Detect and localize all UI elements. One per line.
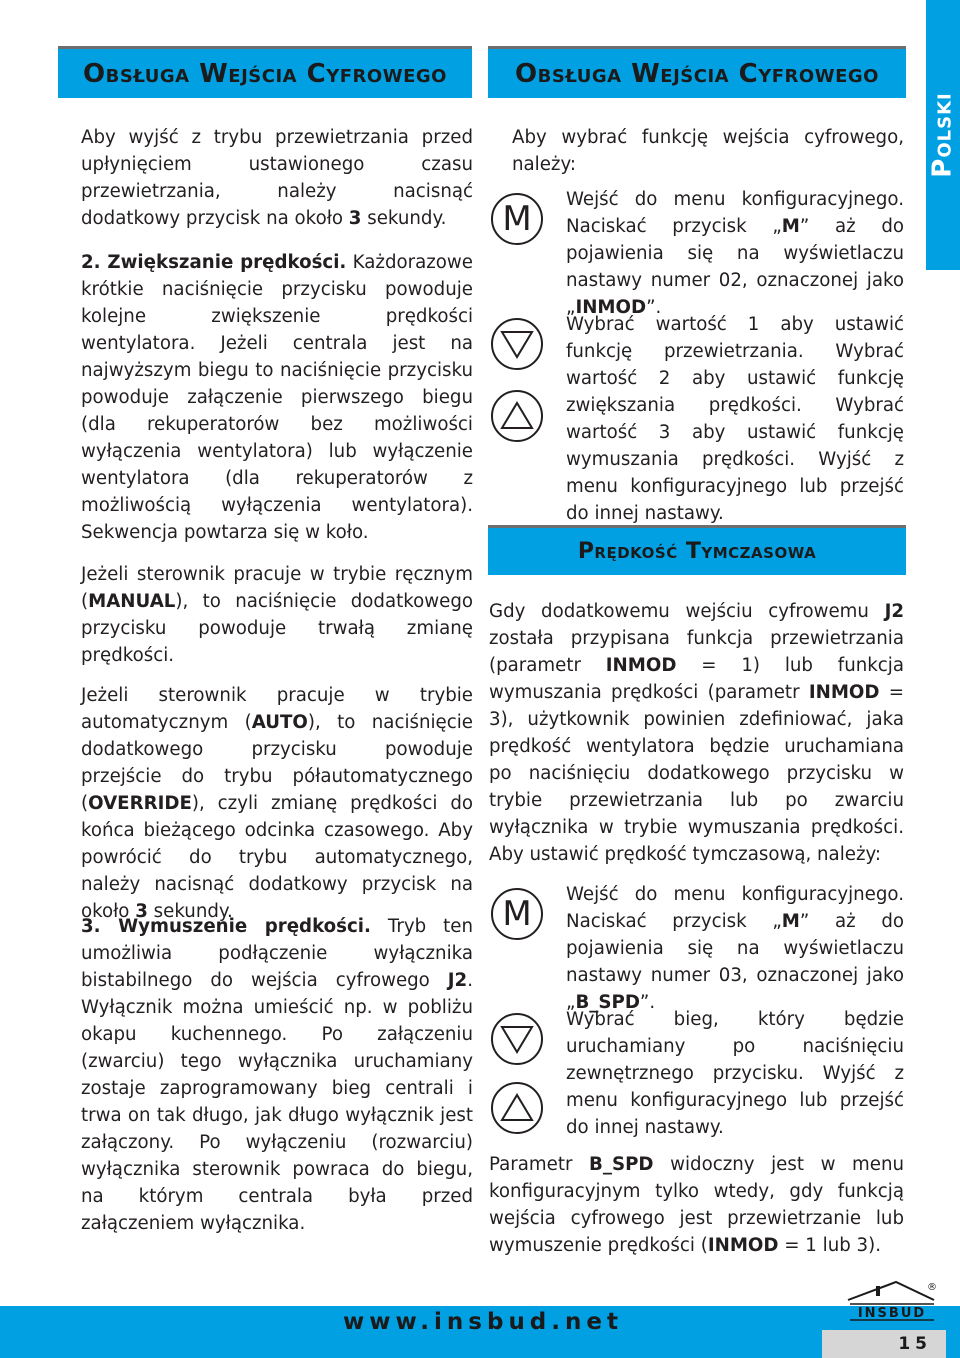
right-section-header: Obsługa Wejścia Cyfrowego — [488, 46, 906, 98]
svg-text:INSBUD: INSBUD — [857, 1306, 927, 1321]
language-tab — [926, 0, 960, 270]
down-arrow-button-icon — [491, 318, 543, 370]
right-paragraph-bspd-note: Parametr B_SPD widoczny jest w menu konfiguracyjnym tylko wtedy, gdy funkcją wejścia cyfrowego jest przewietrzanie lub wymuszenie prędkości (INMOD = 1 lub 3). — [489, 1154, 905, 1256]
footer-url: www.insbud.net — [343, 1309, 623, 1335]
left-paragraph-4: Jeżeli sterownik pracuje w trybie automatycznym (AUTO), to naciśnięcie dodatkowego przycisku powoduje przejście do trybu półautomatycznego (OVERRIDE), czyli zmianę prędkości do końca bieżącego odcinka czasowego. Aby powrócić do trybu automatycznego, należy nacisnąć dodatkowy przycisk na około 3 sekundy. — [81, 685, 473, 922]
step-enter-menu-inmod: Wejść do menu konfiguracyjnego. Naciskać przycisk „M” aż do pojawienia się na wyświetlaczu nastawy numer 02, oznaczonej jako „INMOD”. — [566, 189, 904, 318]
m-button-icon: M — [491, 193, 543, 245]
page-number: 15 — [822, 1330, 946, 1358]
left-paragraph-1: Aby wyjść z trybu przewietrzania przed upłynięciem ustawionego czasu przewietrzania, należy nacisnąć dodatkowy przycisk na około 3 sekundy. — [81, 127, 473, 229]
right-paragraph-temp-speed: Gdy dodatkowemu wejściu cyfrowemu J2 została przypisana funkcja przewietrzania (parametr INMOD = 1) lub funkcja wymuszania prędkości (parametr INMOD = 3), użytkownik powinien zdefiniować, jaka prędkość wentylatora będzie uruchamiana po naciśnięciu dodatkowego przycisku w trybie przewietrzania lub po zwarciu wyłącznika w trybie wymuszania prędkości. Aby ustawić prędkość tymczasową, należy: — [489, 601, 904, 865]
left-paragraph-2: 2. Zwiększanie prędkości. Każdorazowe krótkie naciśnięcie przycisku powoduje kolejne zwiększenie prędkości wentylatora. Jeżeli centrala jest na najwyższym biegu to naciśnięcie przycisku powoduje załączenie pierwszego biegu (dla rekuperatorów bez możliwości wyłączenia wentylatora) lub wyłączenie wentylatora (dla rekuperatorów z możliwością wyłączenia wentylatora). Sekwencja powtarza się w koło. — [81, 252, 473, 543]
step-select-function: Wybrać wartość 1 aby ustawić funkcję przewietrzania. Wybrać wartość 2 aby ustawić funkcję zwiększania prędkości. Wybrać wartość 3 aby ustawić funkcję wymuszania prędkości. Wyjść z menu konfiguracyjnego lub przejść do innej nastawy. — [566, 314, 904, 524]
left-section-header: Obsługa Wejścia Cyfrowego — [58, 46, 472, 98]
up-arrow-button-icon — [491, 390, 543, 442]
up-arrow-button-icon-2 — [491, 1082, 543, 1134]
insbud-logo — [846, 1278, 938, 1322]
step-select-gear: Wybrać bieg, który będzie uruchamiany po naciśnięciu zewnętrznego przycisku. Wyjść z menu konfiguracyjnego lub przejść do innej nastawy. — [566, 1009, 904, 1138]
language-label: Polski — [928, 92, 958, 178]
temporary-speed-header: Prędkość Tymczasowa — [488, 525, 906, 575]
left-paragraph-5: 3. Wymuszenie prędkości. Tryb ten umożliwia podłączenie wyłącznika bistabilnego do wejścia cyfrowego J2. Wyłącznik można umieścić np. w pobliżu okapu kuchennego. Po załączeniu (zwarciu) tego wyłącznika uruchamiany zostaje zaprogramowany bieg centrali i trwa on tak długo, jak długo wyłącznik jest załączony. Po wyłączeniu (rozwarciu) wyłącznika sterownik powraca do biegu, na którym centrala była przed załączeniem wyłącznika. — [81, 916, 473, 1234]
right-intro: Aby wybrać funkcję wejścia cyfrowego, należy: — [512, 127, 904, 175]
down-arrow-button-icon-2 — [491, 1013, 543, 1065]
m-button-icon-2: M — [491, 888, 543, 940]
svg-text:®: ® — [927, 1282, 937, 1293]
left-paragraph-3: Jeżeli sterownik pracuje w trybie ręcznym (MANUAL), to naciśnięcie dodatkowego przycisku powoduje trwałą zmianę prędkości. — [81, 564, 473, 666]
step-enter-menu-bspd: Wejść do menu konfiguracyjnego. Naciskać przycisk „M” aż do pojawienia się na wyświetlaczu nastawy numer 03, oznaczonej jako „B_SPD”. — [566, 884, 904, 1013]
